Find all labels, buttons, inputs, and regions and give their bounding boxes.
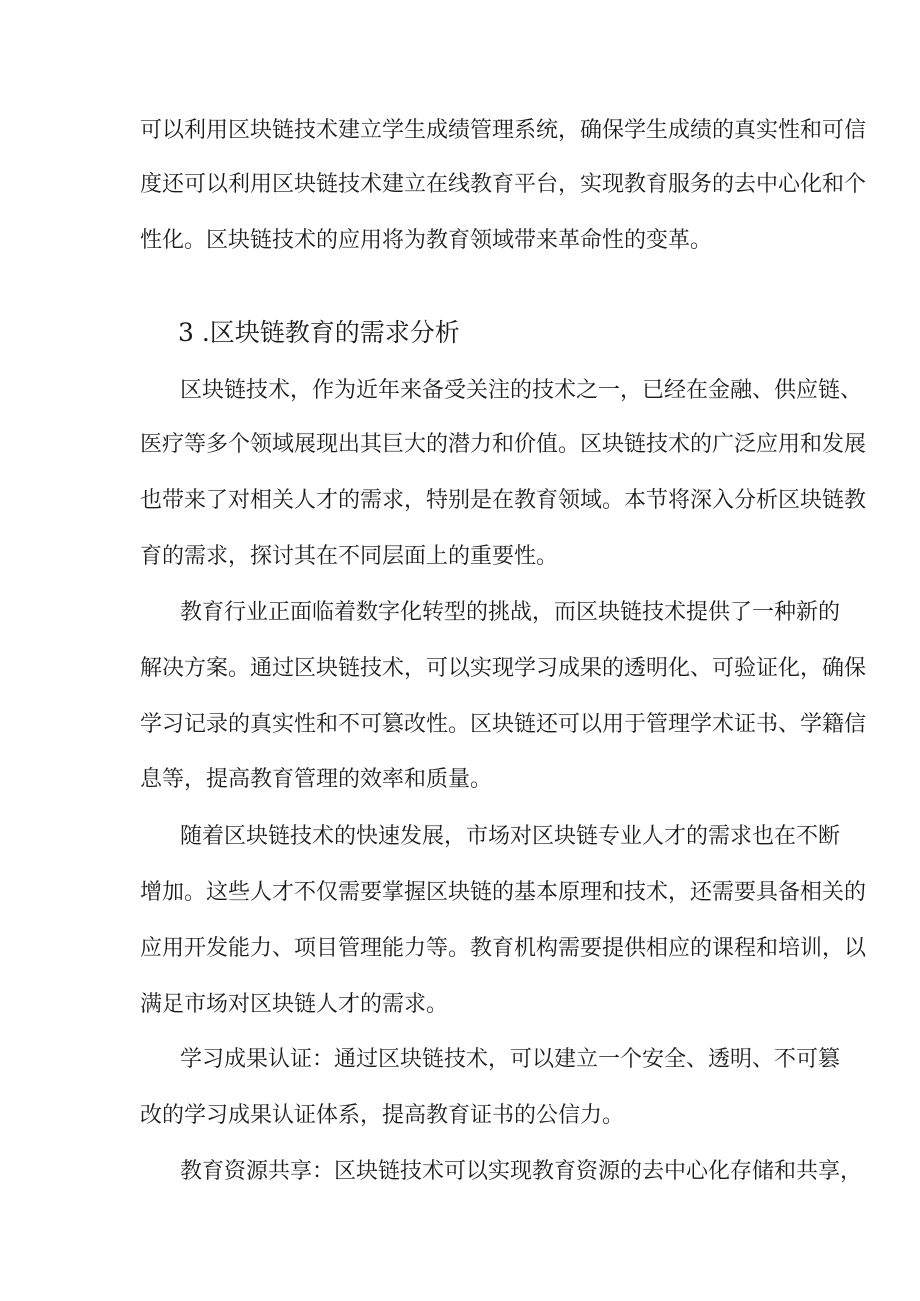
paragraph-line: 改的学习成果认证体系，提高教育证书的公信力。 xyxy=(140,1103,625,1128)
paragraph-line: 度还可以利用区块链技术建立在线教育平台，实现教育服务的去中心化和个 xyxy=(140,172,867,197)
paragraph-line: 教育行业正面临着数字化转型的挑战，而区块链技术提供了一种新的 xyxy=(180,600,841,625)
paragraph-line: 学习成果认证：通过区块链技术，可以建立一个安全、透明、不可篡 xyxy=(180,1047,841,1072)
paragraph-line: 可以利用区块链技术建立学生成绩管理系统，确保学生成绩的真实性和可信 xyxy=(140,118,867,143)
paragraph-line: 教育资源共享：区块链技术可以实现教育资源的去中心化存储和共享， xyxy=(180,1159,863,1184)
paragraph-line: 满足市场对区块链人才的需求。 xyxy=(140,992,449,1017)
paragraph-line: 息等，提高教育管理的效率和质量。 xyxy=(140,767,493,792)
paragraph-line: 区块链技术，作为近年来备受关注的技术之一，已经在金融、供应链、 xyxy=(180,378,863,403)
paragraph-line: 医疗等多个领域展现出其巨大的潜力和价值。区块链技术的广泛应用和发展 xyxy=(140,432,867,457)
paragraph-line: 随着区块链技术的快速发展，市场对区块链专业人才的需求也在不断 xyxy=(180,824,841,849)
paragraph-line: 增加。这些人才不仅需要掌握区块链的基本原理和技术，还需要具备相关的 xyxy=(140,880,867,905)
paragraph-line: 学习记录的真实性和不可篡改性。区块链还可以用于管理学术证书、学籍信 xyxy=(140,712,867,737)
paragraph-line: 也带来了对相关人才的需求，特别是在教育领域。本节将深入分析区块链教 xyxy=(140,488,867,513)
paragraph-line: 解决方案。通过区块链技术，可以实现学习成果的透明化、可验证化，确保 xyxy=(140,656,867,681)
paragraph-line: 应用开发能力、项目管理能力等。教育机构需要提供相应的课程和培训，以 xyxy=(140,936,867,961)
paragraph-line: 育的需求，探讨其在不同层面上的重要性。 xyxy=(140,544,559,569)
section-heading: 3 .区块链教育的需求分析 xyxy=(178,318,460,347)
paragraph-line: 性化。区块链技术的应用将为教育领域带来革命性的变革。 xyxy=(140,228,713,253)
